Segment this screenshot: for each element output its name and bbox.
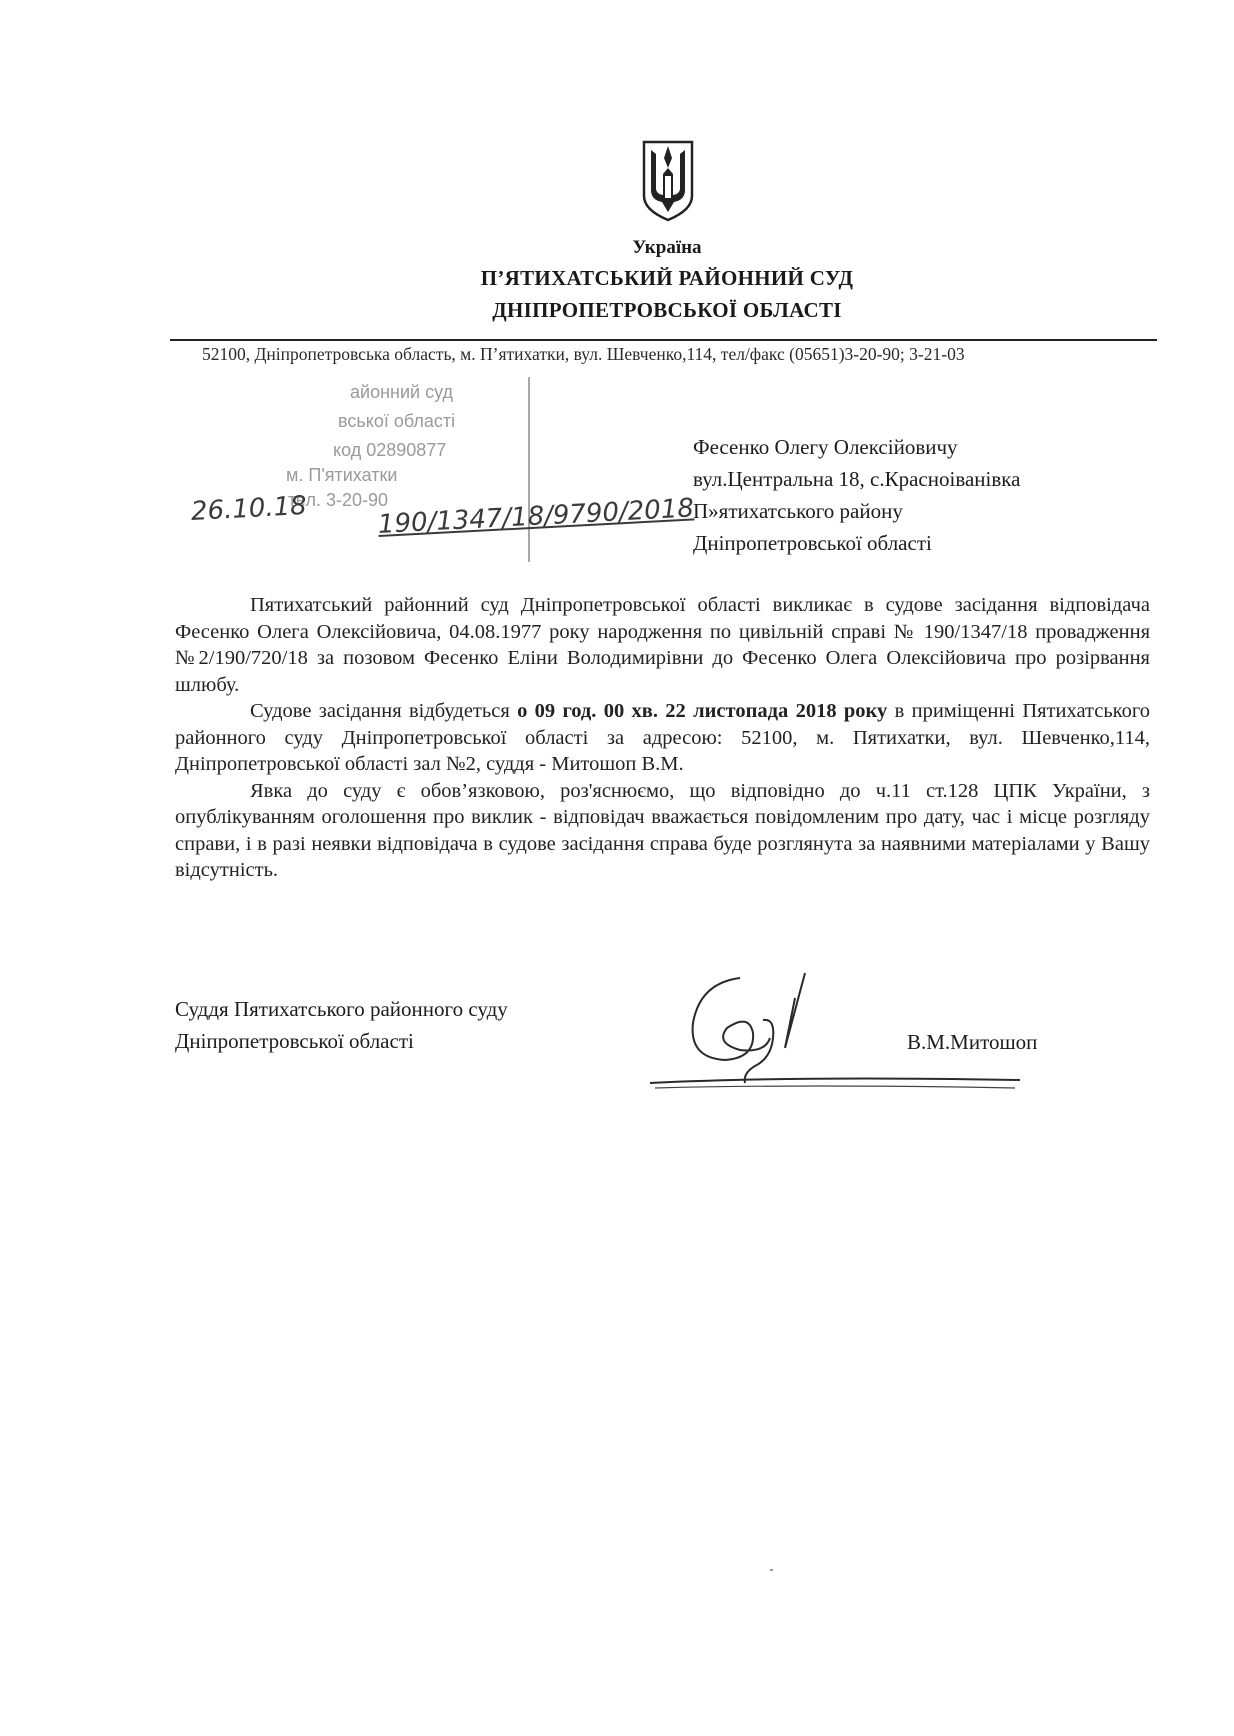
stamp-border — [528, 377, 530, 562]
header-court-name: П’ЯТИХАТСЬКИЙ РАЙОННИЙ СУД — [480, 266, 854, 290]
signatory-title-line: Суддя Пятихатського районного суду — [175, 997, 508, 1021]
stamp-line: код 02890877 — [333, 440, 447, 460]
recipient-district: П»ятихатського району — [693, 499, 903, 523]
scan-speck — [770, 1569, 773, 1571]
header-region: ДНІПРОПЕТРОВСЬКОЇ ОБЛАСТІ — [492, 298, 842, 322]
recipient-block — [693, 431, 1020, 559]
stamp-line: вської області — [338, 411, 456, 431]
signatory-name: В.М.Митошоп — [907, 1030, 1038, 1054]
attendance-paragraph: Явка до суду є обов’язковою, роз'яснюємо, що відповідно до ч.11 ст.128 ЦПК України, з опублікуванням оголошення про виклик - відповідач вважається повідомленим про дату, час і місце розгляду справи, і в разі неявки відповідача в судове засідання справа буде розглянута за наявними матеріалами у Вашу відсутність. — [175, 779, 1150, 881]
hearing-text-start: Судове засідання відбудеться — [250, 700, 518, 722]
hearing-text-end: в приміщенні Пятихатського районного суду Дніпропетровської області за адресою: 52100, м. Пятихатки, вул. Шевченко,114, Дніпропетровської області зал №2, суддя - Митошоп В.М. — [175, 700, 1150, 775]
header-divider — [170, 339, 1157, 341]
summons-paragraph: Пятихатський районний суд Дніпропетровської області викликає в судове засідання відповідача Фесенко Олега Олексійовича, 04.08.1977 року народження по цивільній справі № 190/1347/18 провадження №2/190/720/18 за позовом Фесенко Еліни Володимирівни до Фесенко Олега Олексійовича про розірвання шлюбу. — [175, 594, 1150, 696]
stamp-line: м. П'ятихатки — [286, 465, 398, 485]
signatory-title-line: Дніпропетровської області — [175, 1029, 414, 1053]
handwritten-signature — [645, 958, 1025, 1093]
hearing-datetime: о 09 год. 00 хв. 22 листопада 2018 року — [517, 700, 888, 722]
signatory-title — [175, 993, 508, 1057]
handwritten-date: 26.10.18 — [190, 490, 308, 527]
court-address: 52100, Дніпропетровська область, м. П’ятихатки, вул. Шевченко,114, тел/факс (05651)3-20-90; 3-21-03 — [202, 344, 965, 364]
recipient-name: Фесенко Олегу Олексійовичу — [693, 435, 958, 459]
stamp-line: тел. 3-20-90 — [288, 490, 389, 510]
hearing-paragraph — [175, 698, 1150, 778]
recipient-oblast: Дніпропетровської області — [693, 531, 932, 555]
header-country: Україна — [632, 237, 702, 258]
summons-body — [175, 592, 1150, 884]
registration-stamp — [238, 372, 528, 572]
stamp-line: айонний суд — [350, 382, 453, 402]
recipient-street: вул.Центральна 18, с.Красноіванівка — [693, 467, 1021, 491]
handwritten-reference-number: 190/1347/18/9790/2018 — [377, 493, 695, 540]
trident-coat-of-arms-icon — [640, 138, 696, 222]
